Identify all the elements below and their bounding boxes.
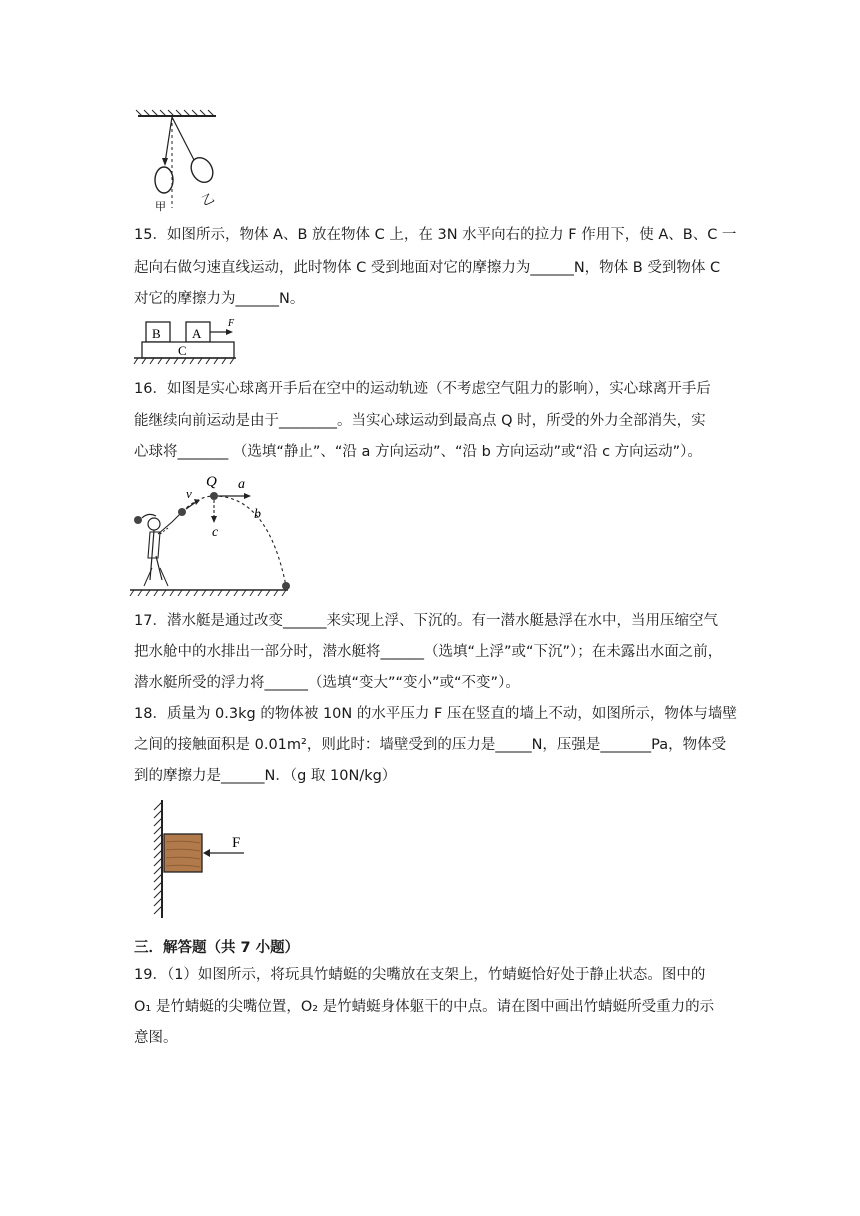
q17-line-2: 把水舱中的水排出一部分时，潜水艇将______（选填“上浮”或“下沉”）；在未露出水面之前， bbox=[134, 644, 723, 660]
q19-line-3: 意图。 bbox=[134, 1030, 178, 1046]
section-heading: 三．解答题（共 7 小题） bbox=[134, 940, 300, 956]
q16-line-1: 16．如图是实心球离开手后在空中的运动轨迹（不考虑空气阻力的影响），实心球离开手后 bbox=[134, 381, 711, 397]
label-B: B bbox=[152, 326, 161, 341]
label-C: C bbox=[178, 343, 187, 358]
q19-line-2: O₁ 是竹蜻蜓的尖嘴位置，O₂ 是竹蜻蜓身体躯干的中点。请在图中画出竹蜻蜓所受重力的示 bbox=[134, 999, 715, 1015]
wall-block-figure bbox=[148, 798, 258, 920]
q19-line-1: 19．（1）如图所示，将玩具竹蜻蜓的尖嘴放在支架上，竹蜻蜓恰好处于静止状态。图中的 bbox=[134, 967, 706, 983]
q18-line-2: 之间的接触面积是 0.01m²，则此时：墙壁受到的压力是_____N，压强是_______Pa，物体受 bbox=[134, 737, 727, 753]
q18-line-1: 18．质量为 0.3kg 的物体被 10N 的水平压力 F 压在竖直的墙上不动，如图所示，物体与墙壁 bbox=[134, 706, 737, 722]
q16-line-3: 心球将_______ （选填“静止”、“沿 a 方向运动”、“沿 b 方向运动”或“沿 c 方向运动”）。 bbox=[134, 444, 702, 460]
q17-line-1: 17．潜水艇是通过改变______来实现上浮、下沉的。有一潜水艇悬浮在水中，当用压缩空气 bbox=[134, 613, 718, 629]
label-yi: 乙 bbox=[199, 190, 217, 209]
q15-line-3: 对它的摩擦力为______N。 bbox=[134, 291, 305, 307]
label-b: b bbox=[254, 507, 261, 522]
pendulum-figure bbox=[132, 108, 222, 216]
label-jia: 甲 bbox=[155, 201, 166, 213]
q17-line-3: 潜水艇所受的浮力将______（选填“变大”“变小”或“不变”）。 bbox=[134, 675, 520, 691]
q18-line-3: 到的摩擦力是______N．（g 取 10N/kg） bbox=[134, 768, 397, 784]
label-A: A bbox=[192, 326, 202, 341]
label-F: F bbox=[232, 835, 241, 851]
blocks-figure bbox=[130, 314, 240, 366]
q15-line-1: 15．如图所示，物体 A、B 放在物体 C 上，在 3N 水平向右的拉力 F 作用下，使 A、B、C 一 bbox=[134, 227, 737, 243]
label-Q: Q bbox=[206, 474, 217, 490]
label-F: F bbox=[228, 318, 235, 329]
q15-line-2: 起向右做匀速直线运动，此时物体 C 受到地面对它的摩擦力为______N，物体 B 受到物体 C bbox=[134, 260, 721, 276]
trajectory-figure bbox=[128, 468, 298, 600]
label-c: c bbox=[212, 525, 219, 540]
label-a: a bbox=[238, 477, 245, 492]
label-v: v bbox=[186, 486, 192, 501]
q16-line-2: 能继续向前运动是由于________。当实心球运动到最高点 Q 时，所受的外力全部消失，实 bbox=[134, 413, 706, 429]
